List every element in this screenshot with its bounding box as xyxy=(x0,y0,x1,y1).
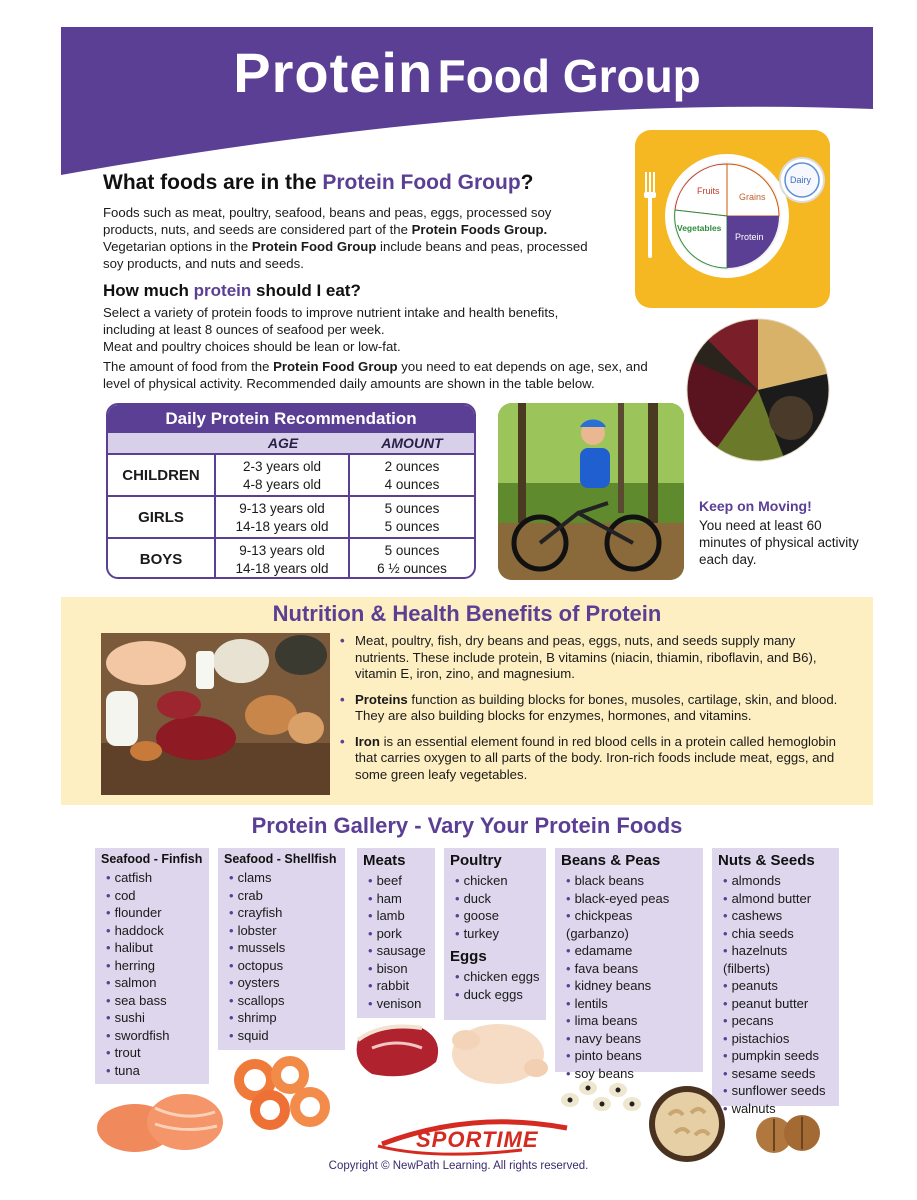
list-item: • pistachios xyxy=(723,1030,790,1046)
list-item: • crayfish xyxy=(229,905,283,920)
age-cell: 14-18 years old xyxy=(235,561,329,576)
list-item: • lentils xyxy=(566,995,608,1011)
lean-paragraph: Meat and poultry choices should be lean or low-fat. xyxy=(103,339,401,354)
age-cell: 9-13 years old xyxy=(239,543,325,558)
foods-heading: What foods are in the Protein Food Group? xyxy=(103,171,534,194)
svg-text:SPORTIME: SPORTIME xyxy=(416,1127,539,1152)
list-item: • peanuts xyxy=(723,978,778,993)
how-much-heading: How much protein should I eat? xyxy=(103,281,361,300)
list-item: • lobster xyxy=(229,922,277,938)
list-item: • scallops xyxy=(229,992,285,1008)
table-row xyxy=(108,453,474,495)
list-item: • flounder xyxy=(106,905,162,920)
column-title: Eggs xyxy=(450,948,487,965)
column-title: Poultry xyxy=(450,852,502,869)
finfish-column xyxy=(95,848,209,1084)
amount-column-header: AMOUNT xyxy=(381,435,443,451)
list-item: • pinto beans xyxy=(566,1048,642,1063)
list-item: • beef xyxy=(368,873,402,888)
list-item: • chicken xyxy=(455,873,508,888)
list-item: • salmon xyxy=(106,975,157,990)
svg-text:Protein: Protein xyxy=(735,232,764,242)
column-title: Meats xyxy=(363,852,406,869)
list-item: • edamame xyxy=(566,943,633,958)
column-title: Seafood - Shellfish xyxy=(224,852,337,866)
svg-text:Vegetables: Vegetables xyxy=(677,223,722,233)
list-item: • sushi xyxy=(106,1010,145,1025)
sportime-logo xyxy=(372,1116,572,1156)
walnuts-image xyxy=(752,1105,828,1157)
list-item: • oysters xyxy=(229,975,280,990)
myplate-card xyxy=(635,130,830,308)
beans-column xyxy=(555,848,703,1081)
list-item: • venison xyxy=(368,995,422,1011)
age-column-header: AGE xyxy=(267,435,299,451)
benefit-item: • Meat, poultry, fish, dry beans and peas, eggs, nuts, and seeds supply many nutrients. These include protein, B vitamins (niacin, thiamin, riboflavin, and B6), vitamin E, iron, zino, and magnesium. xyxy=(340,633,840,683)
list-item: • catfish xyxy=(106,870,153,885)
list-item: • fava beans xyxy=(566,960,639,976)
list-item: • squid xyxy=(229,1027,269,1043)
fork-icon xyxy=(644,172,656,258)
table-row xyxy=(108,495,474,537)
protein-recommendation-table xyxy=(106,403,476,579)
keep-moving-title: Keep on Moving! xyxy=(699,498,812,514)
list-item: • ham xyxy=(368,890,402,906)
list-item: • cod xyxy=(106,887,136,903)
variety-paragraph: Select a variety of protein foods to improve nutrient intake and health benefits, including at least 8 ounces of seafood per week. xyxy=(103,305,559,337)
list-item: • almond butter xyxy=(723,890,812,906)
benefit-item: • Proteins function as building blocks for bones, musoles, cartilage, skin, and blood. They are also building blocks for enzymes, hormones, and vitamins. xyxy=(340,692,840,725)
list-item: • haddock xyxy=(106,922,164,938)
beef-image xyxy=(352,1020,444,1082)
list-item: • sesame seeds xyxy=(723,1065,816,1081)
list-item: • navy beans xyxy=(566,1030,642,1046)
list-item: • pumpkin seeds xyxy=(723,1048,820,1063)
shellfish-column xyxy=(218,848,345,1050)
shrimp-image xyxy=(230,1055,340,1135)
list-item: • sunflower seeds xyxy=(723,1083,826,1098)
amount-paragraph: The amount of food from the Protein Food Group you need to eat depends on age, sex, and level of physical activity. Recommended daily amounts are shown in the table below. xyxy=(103,359,648,391)
list-item: • pecans xyxy=(723,1013,774,1028)
list-item: • crab xyxy=(229,887,263,903)
list-item: • black-eyed peas xyxy=(566,890,670,906)
amount-cell: 5 ounces xyxy=(384,543,440,558)
myplate-illustration xyxy=(635,130,830,308)
svg-text:Fruits: Fruits xyxy=(697,186,720,196)
list-item: • sausage xyxy=(368,943,426,958)
group-label: GIRLS xyxy=(108,497,216,537)
list-item: • mussels xyxy=(229,940,286,955)
list-item: • herring xyxy=(106,957,156,973)
age-cell: 14-18 years old xyxy=(235,519,329,534)
keep-moving-callout xyxy=(699,498,859,568)
list-item: • walnuts xyxy=(723,1100,776,1116)
list-item: • peanut butter xyxy=(723,995,809,1011)
list-item: • trout xyxy=(106,1045,141,1060)
amount-cell: 4 ounces xyxy=(384,477,440,492)
group-label: CHILDREN xyxy=(108,455,216,495)
salmon-image xyxy=(95,1088,225,1156)
list-item: • goose xyxy=(455,908,499,923)
keep-moving-text: You need at least 60 minutes of physical activity each day. xyxy=(699,518,859,567)
age-cell: 9-13 years old xyxy=(239,501,325,516)
meats-column xyxy=(357,848,435,1018)
list-item: • tuna xyxy=(106,1062,140,1078)
cashews-image xyxy=(641,1085,733,1163)
black-eyed-peas-image xyxy=(558,1072,642,1116)
list-item: • kidney beans xyxy=(566,978,652,993)
column-title: Beans & Peas xyxy=(561,852,661,869)
svg-text:Dairy: Dairy xyxy=(790,175,812,185)
list-item: • chickpeas (garbanzo) xyxy=(566,908,633,941)
list-item: • bison xyxy=(368,960,408,976)
list-item: • black beans xyxy=(566,873,644,888)
list-item: • almonds xyxy=(723,873,781,888)
amount-cell: 5 ounces xyxy=(384,501,440,516)
amount-cell: 5 ounces xyxy=(384,519,440,534)
table-title: Daily Protein Recommendation xyxy=(108,405,474,433)
page-title: Protein Food Group xyxy=(233,41,701,104)
protein-foods-photo xyxy=(101,633,330,795)
column-title: Seafood - Finfish xyxy=(101,852,203,866)
benefits-heading: Nutrition & Health Benefits of Protein xyxy=(272,601,662,626)
list-item: • cashews xyxy=(723,908,783,923)
table-row xyxy=(108,537,474,579)
list-item: • rabbit xyxy=(368,978,410,993)
group-label: BOYS xyxy=(108,539,216,579)
list-item: • turkey xyxy=(455,925,499,941)
amount-cell: 2 ounces xyxy=(384,459,440,474)
list-item: • duck xyxy=(455,890,492,906)
poultry-eggs-column xyxy=(444,848,546,1020)
list-item: • clams xyxy=(229,870,272,885)
list-item: • chia seeds xyxy=(723,925,794,941)
beans-bowl-image xyxy=(686,318,831,463)
cyclist-photo xyxy=(498,403,684,580)
list-item: • lamb xyxy=(368,908,405,923)
list-item: • octopus xyxy=(229,957,284,973)
list-item: • sea bass xyxy=(106,992,167,1008)
foods-paragraph: Foods such as meat, poultry, seafood, beans and peas, eggs, processed soy products, nuts, and seeds are considered part of the Protein Foods Group. Vegetarian options in the Protein Food Group include beans and peas, processed soy products, and nuts and seeds. xyxy=(103,205,588,271)
column-title: Nuts & Seeds xyxy=(718,852,815,869)
chicken-image xyxy=(446,1010,554,1090)
amount-cell: 6 ½ ounces xyxy=(377,561,447,576)
age-cell: 2-3 years old xyxy=(242,459,322,474)
table-header xyxy=(108,433,474,453)
gallery-heading: Protein Gallery - Vary Your Protein Foods xyxy=(251,813,683,838)
copyright: Copyright © NewPath Learning. All rights reserved. xyxy=(328,1160,589,1172)
list-item: • chicken eggs xyxy=(455,969,540,984)
list-item: • shrimp xyxy=(229,1010,277,1025)
list-item: • duck eggs xyxy=(455,986,523,1002)
list-item: • lima beans xyxy=(566,1013,638,1028)
list-item: • soy beans xyxy=(566,1065,634,1081)
list-item: • halibut xyxy=(106,940,153,955)
list-item: • swordfish xyxy=(106,1027,170,1043)
nuts-column xyxy=(712,848,839,1116)
svg-text:Grains: Grains xyxy=(739,192,766,202)
age-cell: 4-8 years old xyxy=(242,477,322,492)
benefits-list xyxy=(340,633,840,792)
list-item: • hazelnuts (filberts) xyxy=(723,943,788,976)
list-item: • pork xyxy=(368,925,402,941)
benefit-item: • Iron is an essential element found in red blood cells in a protein called hemoglobin that carries oxygen to all parts of the body. Iron-rich foods include meat, eggs, and some green leafy vegetables. xyxy=(340,734,840,784)
